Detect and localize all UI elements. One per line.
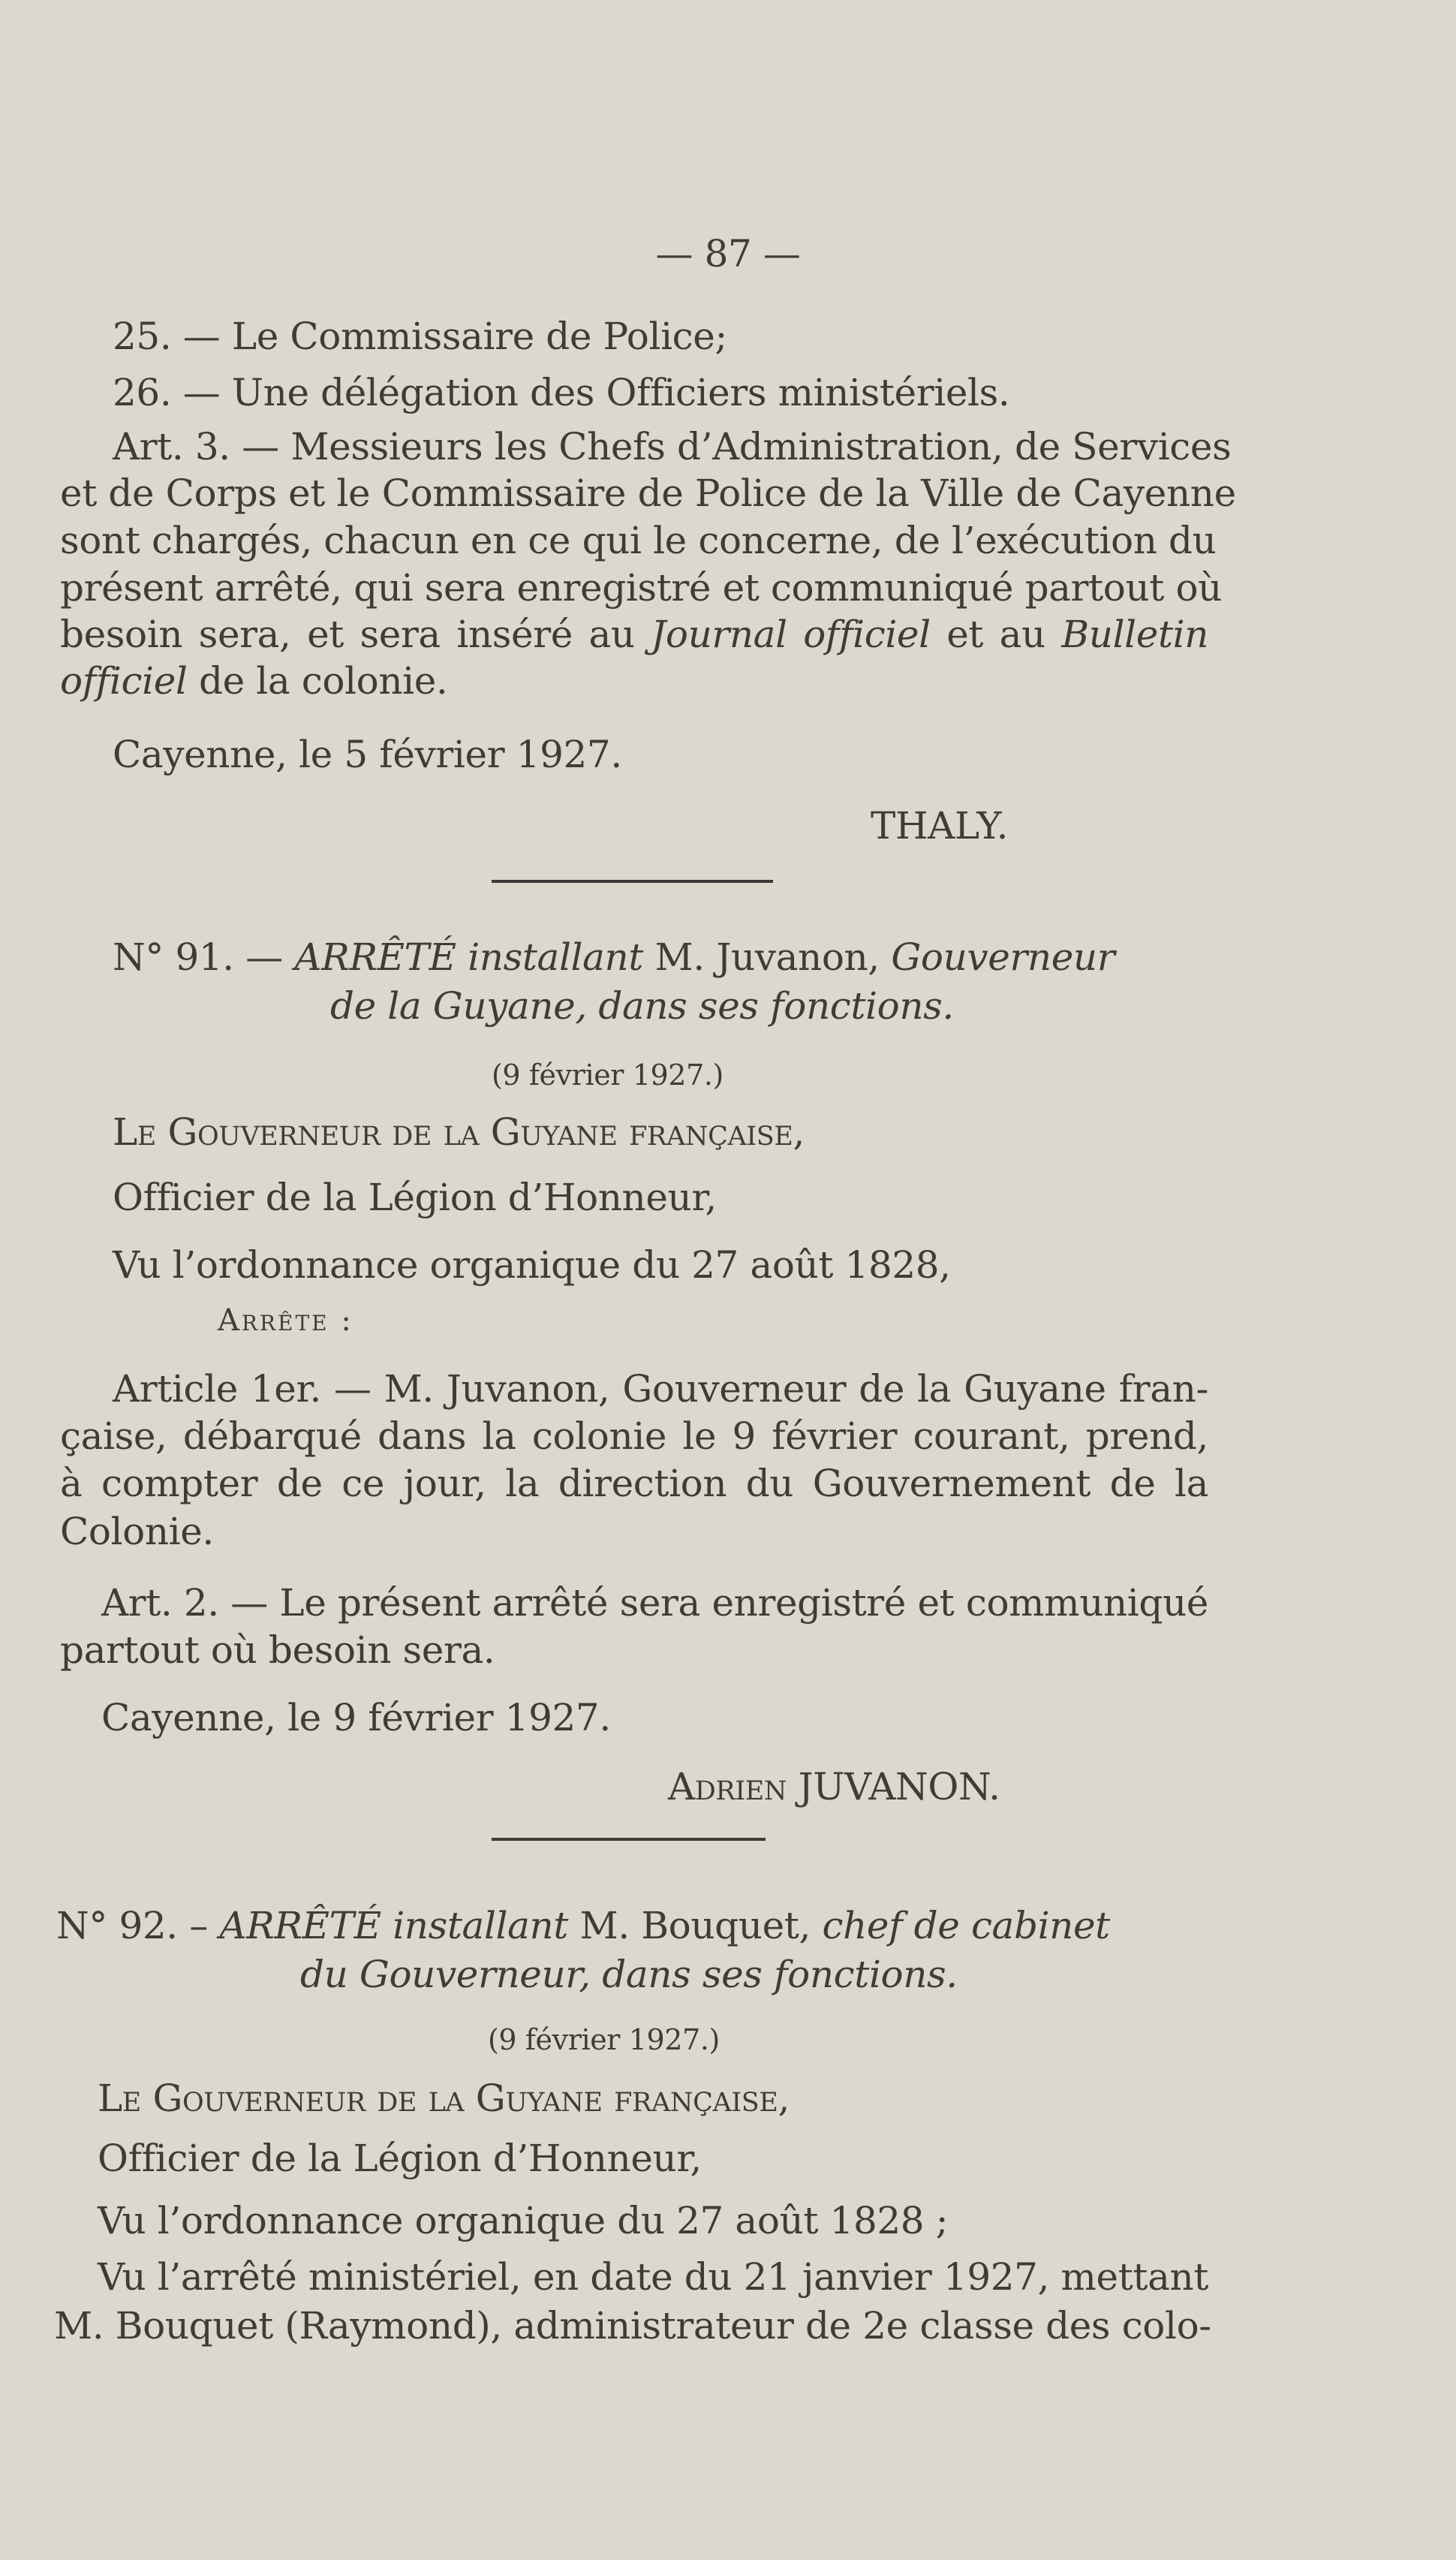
list-item-26: 26. — Une délégation des Officiers ministériels.: [113, 371, 1010, 414]
decree-title: ARRÊTÉ installant: [294, 935, 644, 979]
article-1-line: çaise, débarqué dans la colonie le 9 février courant, prend,: [60, 1414, 1208, 1458]
separator-rule: [492, 880, 773, 883]
article-1-line: Colonie.: [60, 1510, 214, 1553]
officiel-ref: officiel: [60, 659, 188, 703]
decree-heading-91-cont: de la Guyane, dans ses fonctions.: [330, 984, 954, 1028]
list-item-25: 25. — Le Commissaire de Police;: [113, 315, 727, 358]
issuer-line: Le Gouverneur de la Guyane française,: [113, 1110, 805, 1154]
issuer-title-line: Officier de la Légion d’Honneur,: [113, 1176, 717, 1219]
bulletin-ref: Bulletin: [1061, 613, 1209, 656]
decree-number: N° 91. —: [113, 935, 283, 979]
decree-title-name: M. Bouquet,: [579, 1904, 811, 1947]
article-3-line: sont chargés, chacun en ce qui le concerne, de l’exécution du: [60, 519, 1217, 562]
considerant-line: Vu l’ordonnance organique du 27 août 1828,: [113, 1243, 951, 1287]
text-run: et au: [946, 613, 1045, 656]
arrete-label: Arrête :: [218, 1303, 353, 1338]
article-3-line: [60, 658, 447, 703]
text-run: de la colonie.: [198, 659, 448, 703]
considerant-line: M. Bouquet (Raymond), administrateur de 2e classe des colo-: [54, 2304, 1211, 2348]
article-2-line: partout où besoin sera.: [60, 1628, 495, 1672]
article-1-line: Article 1er. — M. Juvanon, Gouverneur de la Guyane fran-: [113, 1367, 1208, 1411]
page-number: — 87 —: [655, 232, 801, 276]
decree-date: (9 février 1927.): [492, 1059, 723, 1092]
decree-title-name: M. Juvanon,: [654, 935, 880, 979]
date-line: Cayenne, le 9 février 1927.: [101, 1696, 611, 1739]
article-3-line: et de Corps et le Commissaire de Police de la Ville de Cayenne: [60, 471, 1236, 515]
decree-title: chef de cabinet: [822, 1904, 1110, 1947]
issuer-title-line: Officier de la Légion d’Honneur,: [98, 2137, 702, 2180]
signature: THALY.: [871, 804, 1009, 848]
considerant-line: Vu l’ordonnance organique du 27 août 1828 ;: [98, 2199, 949, 2242]
decree-heading-92: [56, 1903, 1110, 1948]
decree-title: ARRÊTÉ installant: [219, 1904, 569, 1947]
text-run: besoin sera, et sera inséré au: [60, 613, 635, 656]
article-3-line: [60, 612, 1208, 657]
separator-rule: [492, 1838, 766, 1841]
decree-heading-92-cont: du Gouverneur, dans ses fonctions.: [300, 1953, 958, 1996]
journal-officiel-ref: Journal officiel: [651, 613, 931, 656]
issuer-line: Le Gouverneur de la Guyane française,: [98, 2077, 790, 2120]
decree-number: N° 92. –: [56, 1904, 208, 1947]
article-3-line: présent arrêté, qui sera enregistré et communiqué partout où: [60, 566, 1222, 610]
signature: Adrien JUVANON.: [668, 1765, 1000, 1809]
article-3-line: Art. 3. — Messieurs les Chefs d’Administration, de Services: [113, 425, 1232, 468]
decree-title: Gouverneur: [891, 935, 1115, 979]
decree-date: (9 février 1927.): [488, 2023, 720, 2056]
decree-heading-91: [113, 935, 1115, 980]
article-2-line: Art. 2. — Le présent arrêté sera enregistré et communiqué: [101, 1581, 1208, 1625]
article-1-line: à compter de ce jour, la direction du Gouvernement de la: [60, 1462, 1208, 1505]
date-line: Cayenne, le 5 février 1927.: [113, 733, 622, 776]
considerant-line: Vu l’arrêté ministériel, en date du 21 janvier 1927, mettant: [98, 2255, 1209, 2299]
